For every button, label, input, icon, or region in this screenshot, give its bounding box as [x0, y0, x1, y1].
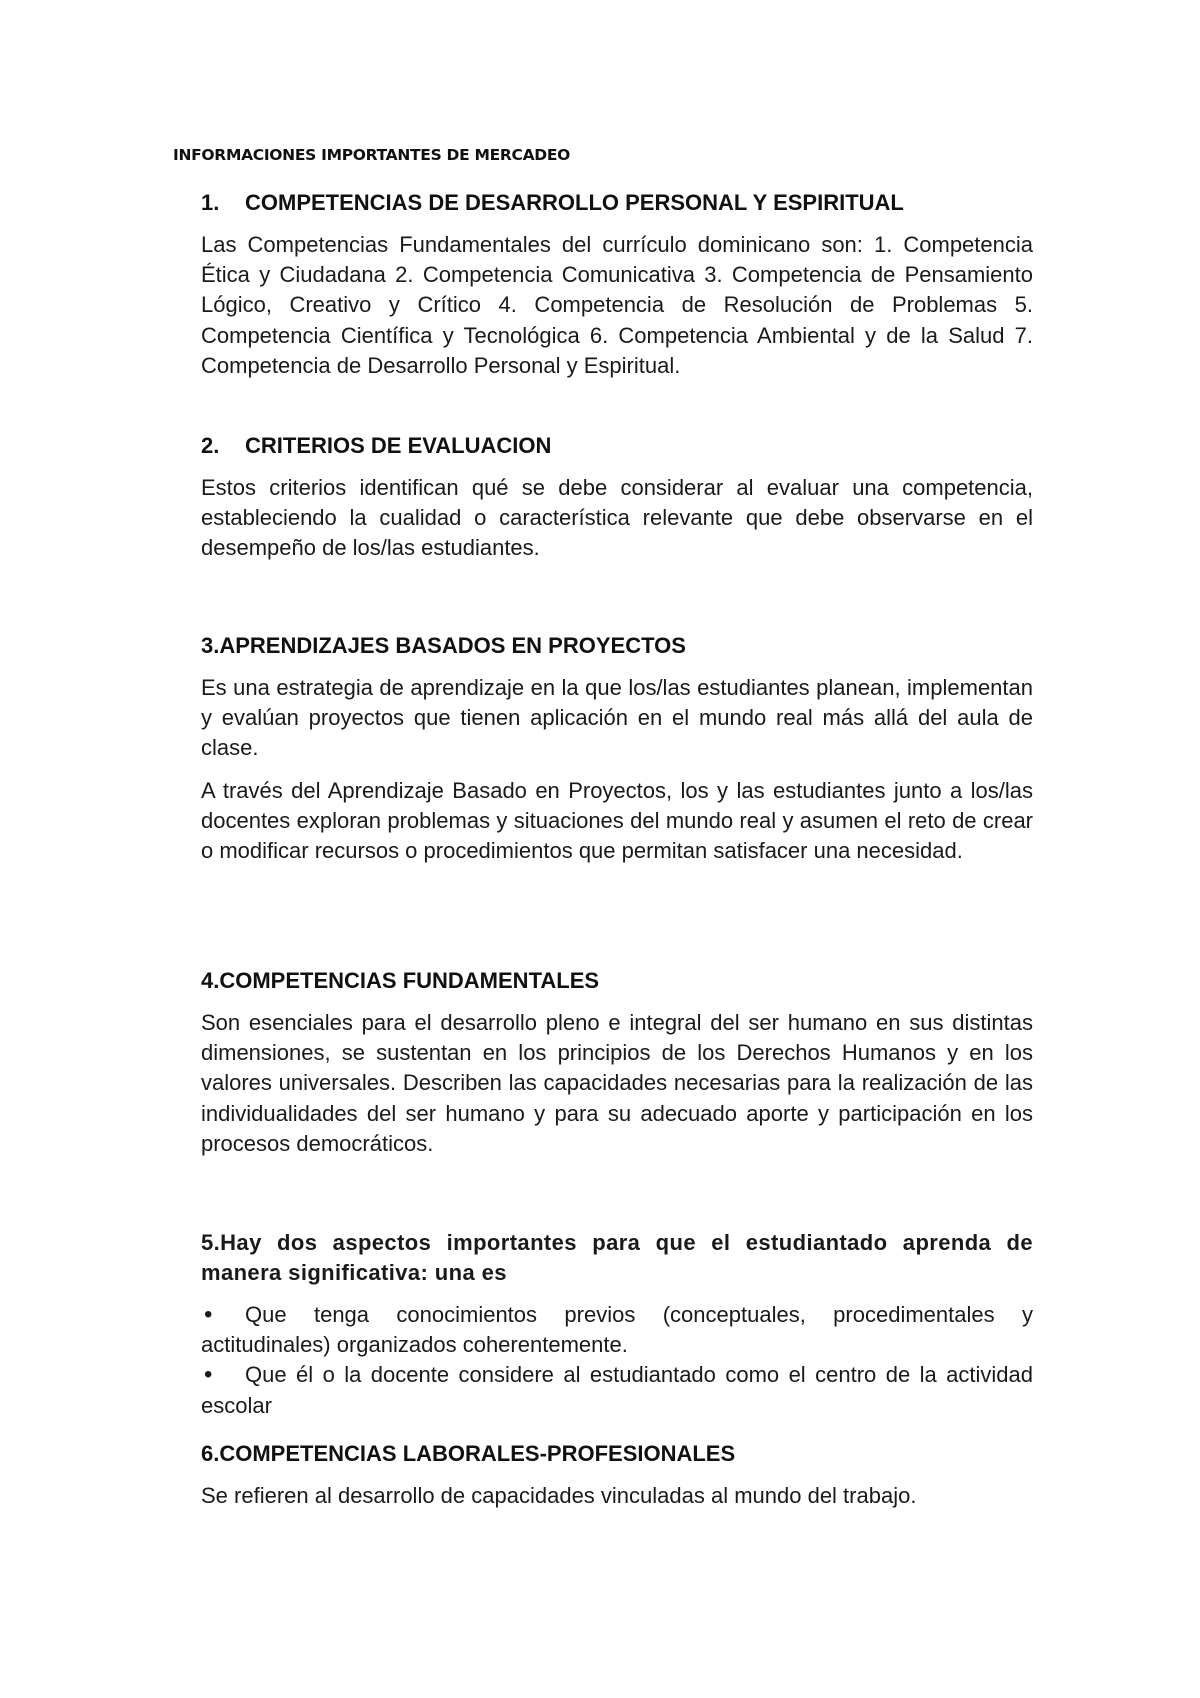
bullet-list — [201, 1300, 1033, 1421]
section-number: 1. — [201, 190, 220, 215]
section-4 — [201, 966, 1033, 1159]
section-paragraph: Estos criterios identifican qué se debe considerar al evaluar una competencia, estableciendo la cualidad o característica relevante que debe observarse en el desempeño de los/las estudiantes. — [201, 475, 1033, 561]
section-heading: 4.COMPETENCIAS FUNDAMENTALES — [201, 968, 600, 993]
section-heading: 3.APRENDIZAJES BASADOS EN PROYECTOS — [201, 633, 686, 658]
section-paragraph: Las Competencias Fundamentales del currículo dominicano son: 1. Competencia Ética y Ciudadana 2. Competencia Comunicativa 3. Competencia de Pensamiento Lógico, Creativo y Crítico 4. Competencia de Resolución de Problemas 5. Competencia Científica y Tecnológica 6. Competencia Ambiental y de la Salud 7. Competencia de Desarrollo Personal y Espiritual. — [201, 232, 1033, 378]
list-item-text: Que él o la docente considere al estudiantado como el centro de la actividad escolar — [201, 1362, 1033, 1418]
section-heading-text: CRITERIOS DE EVALUACION — [245, 433, 552, 458]
list-item — [201, 1360, 1033, 1420]
section-heading — [201, 431, 1033, 461]
section-2 — [201, 431, 1033, 564]
section-5 — [201, 1228, 1033, 1421]
list-item-text: Que tenga conocimientos previos (conceptuales, procedimentales y actitudinales) organizados coherentemente. — [201, 1302, 1033, 1358]
bullet-icon: • — [204, 1361, 213, 1389]
section-number: 2. — [201, 433, 220, 458]
section-3 — [201, 631, 1033, 866]
section-paragraph: Se refieren al desarrollo de capacidades vinculadas al mundo del trabajo. — [201, 1483, 917, 1508]
section-paragraph: A través del Aprendizaje Basado en Proyectos, los y las estudiantes junto a los/las docentes exploran problemas y situaciones del mundo real y asumen el reto de crear o modificar recursos o procedimientos que permitan satisfacer una necesidad. — [201, 777, 1033, 864]
section-6 — [201, 1439, 1033, 1511]
section-heading-text: COMPETENCIAS DE DESARROLLO PERSONAL Y ESPIRITUAL — [245, 190, 904, 215]
list-item — [201, 1300, 1033, 1360]
section-heading — [201, 188, 1033, 218]
section-paragraph: Son esenciales para el desarrollo pleno e integral del ser humano en sus distintas dimensiones, se sustentan en los principios de los Derechos Humanos y en los valores universales. Describen las capacidades necesarias para la realización de las individualidades del ser humano y para su adecuado aporte y participación en los procesos democráticos. — [201, 1010, 1033, 1156]
section-heading: 6.COMPETENCIAS LABORALES-PROFESIONALES — [201, 1441, 736, 1466]
section-1 — [201, 188, 1033, 381]
section-paragraph: Es una estrategia de aprendizaje en la que los/las estudiantes planean, implementan y evalúan proyectos que tienen aplicación en el mundo real más allá del aula de clase. — [201, 675, 1033, 761]
bullet-icon: • — [204, 1301, 213, 1328]
document-title: INFORMACIONES IMPORTANTES DE MERCADEO — [173, 146, 571, 164]
section-heading: 5.Hay dos aspectos importantes para que el estudiantado aprenda de manera significativa: una es — [201, 1230, 1033, 1285]
